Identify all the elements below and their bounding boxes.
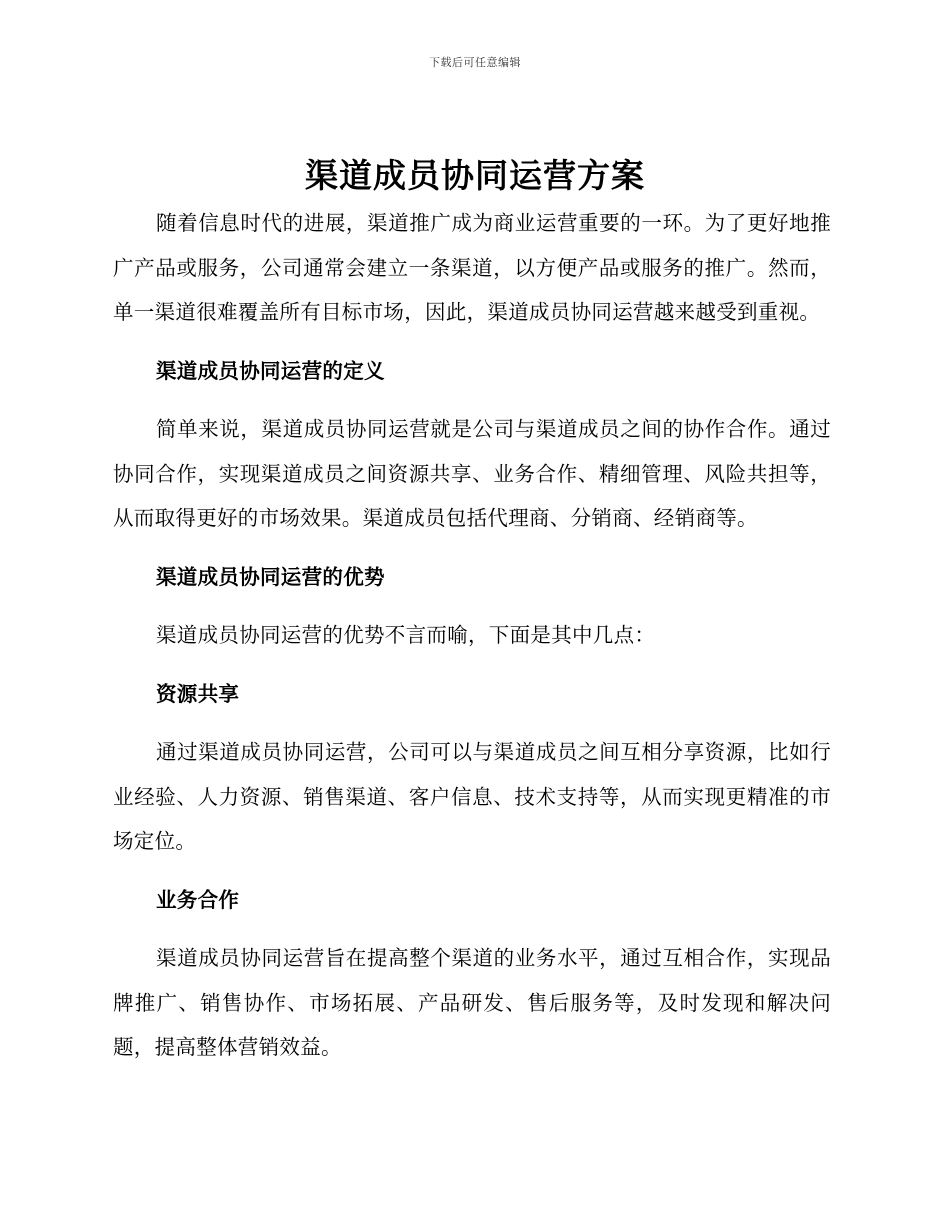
document-title: 渠道成员协同运营方案	[305, 156, 645, 195]
intro-paragraph: 随着信息时代的进展，渠道推广成为商业运营重要的一环。为了更好地推广产品或服务，公司通常会建立一条渠道，以方便产品或服务的推广。然而，单一渠道很难覆盖所有目标市场，因此，渠道成员协同运营越来越受到重视。	[113, 211, 831, 324]
section-heading-advantages: 渠道成员协同运营的优势	[156, 564, 385, 589]
advantages-intro-paragraph: 渠道成员协同运营的优势不言而喻，下面是其中几点：	[156, 623, 656, 647]
definition-paragraph: 简单来说，渠道成员协同运营就是公司与渠道成员之间的协作合作。通过协同合作，实现渠道成员之间资源共享、业务合作、精细管理、风险共担等，从而取得更好的市场效果。渠道成员包括代理商、分销商、经销商等。	[113, 417, 831, 530]
document-body	[113, 201, 831, 1070]
header-note: 下载后可任意编辑	[429, 56, 521, 69]
resource-sharing-paragraph: 通过渠道成员协同运营，公司可以与渠道成员之间互相分享资源，比如行业经验、人力资源、销售渠道、客户信息、技术支持等，从而实现更精准的市场定位。	[113, 740, 831, 853]
subheading-business-cooperation: 业务合作	[156, 887, 240, 912]
business-cooperation-paragraph: 渠道成员协同运营旨在提高整个渠道的业务水平，通过互相合作，实现品牌推广、销售协作、市场拓展、产品研发、售后服务等，及时发现和解决问题，提高整体营销效益。	[113, 946, 831, 1059]
section-heading-definition: 渠道成员协同运营的定义	[156, 358, 385, 383]
subheading-resource-sharing: 资源共享	[156, 681, 240, 706]
